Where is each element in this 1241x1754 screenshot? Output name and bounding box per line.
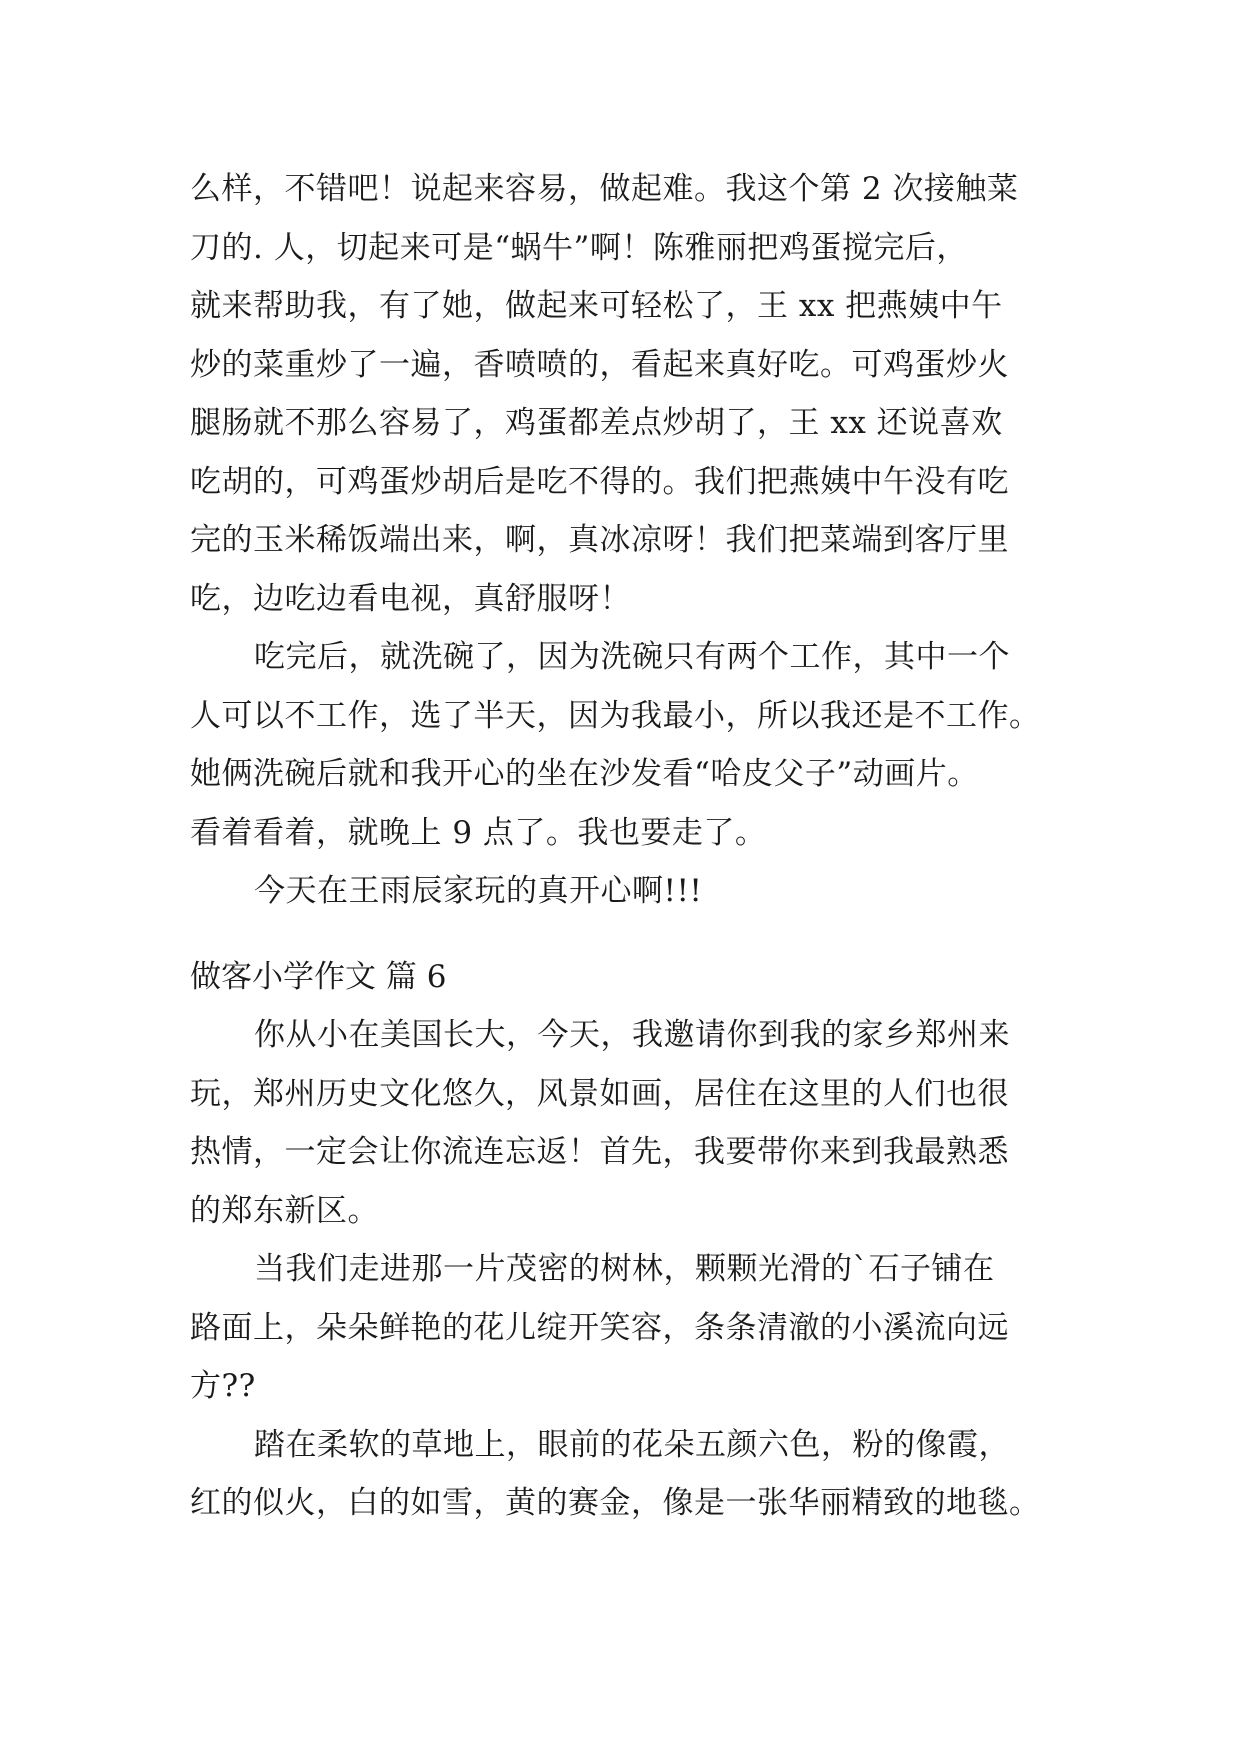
text-line: 完的玉米稀饭端出来，啊，真冰凉呀！我们把菜端到客厅里 xyxy=(190,522,1009,558)
paragraph-first-line: 吃完后，就洗碗了，因为洗碗只有两个工作，其中一个 xyxy=(254,639,1010,675)
paragraph-first-line: 当我们走进那一片茂密的树林，颗颗光滑的`石子铺在 xyxy=(254,1251,995,1287)
paragraph-first-line: 今天在王雨辰家玩的真开心啊!!! xyxy=(254,873,703,909)
section-heading: 做客小学作文 篇 6 xyxy=(190,959,447,995)
paragraph-first-line: 踏在柔软的草地上，眼前的花朵五颜六色，粉的像霞， xyxy=(254,1426,1010,1463)
text-line: 吃胡的，可鸡蛋炒胡后是吃不得的。我们把燕姨中午没有吃 xyxy=(190,463,1009,500)
text-line: 热情，一定会让你流连忘返！首先，我要带你来到我最熟悉 xyxy=(190,1134,1009,1170)
text-line: 玩，郑州历史文化悠久，风景如画，居住在这里的人们也很 xyxy=(190,1075,1009,1112)
paragraph-first-line: 你从小在美国长大，今天，我邀请你到我的家乡郑州来 xyxy=(254,1017,1010,1053)
text-line: 吃，边吃边看电视，真舒服呀！ xyxy=(190,580,631,617)
text-line: 看着看着，就晚上 9 点了。我也要走了。 xyxy=(190,814,767,851)
text-line: 她俩洗碗后就和我开心的坐在沙发看“哈皮父子”动画片。 xyxy=(190,756,979,792)
text-line: 么样，不错吧！说起来容易，做起难。我这个第 2 次接触菜 xyxy=(190,171,1019,207)
text-line: 红的似火，白的如雪，黄的赛金，像是一张华丽精致的地毯。 xyxy=(190,1485,1041,1521)
text-line: 方?? xyxy=(190,1368,256,1404)
essay-body-continued xyxy=(190,160,1070,921)
text-line: 就来帮助我，有了她，做起来可轻松了，王 xx 把燕姨中午 xyxy=(190,288,1003,324)
text-line: 刀的. 人，切起来可是“蜗牛”啊！陈雅丽把鸡蛋搅完后， xyxy=(190,229,968,266)
text-line: 炒的菜重炒了一遍，香喷喷的，看起来真好吃。可鸡蛋炒火 xyxy=(190,346,1009,383)
text-line: 人可以不工作，选了半天，因为我最小，所以我还是不工作。 xyxy=(190,697,1041,734)
text-line: 的郑东新区。 xyxy=(190,1192,379,1229)
text-line: 腿肠就不那么容易了，鸡蛋都差点炒胡了，王 xx 还说喜欢 xyxy=(190,405,1003,441)
essay-body-section-6 xyxy=(190,1006,1070,1533)
text-line: 路面上，朵朵鲜艳的花儿绽开笑容，条条清澈的小溪流向远 xyxy=(190,1309,1009,1346)
